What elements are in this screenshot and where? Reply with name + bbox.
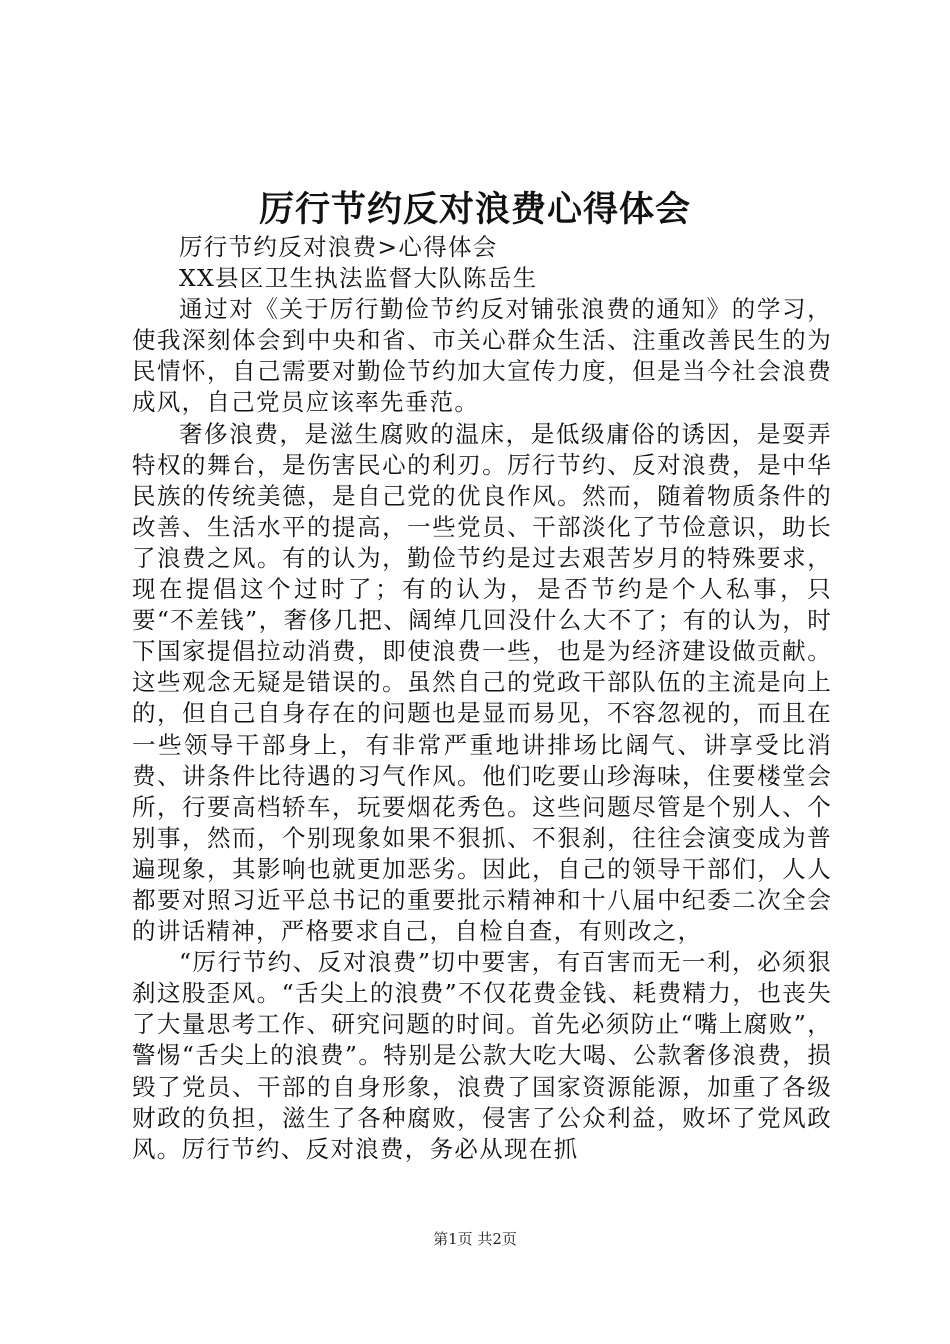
paragraph-subtitle: 厉行节约反对浪费>心得体会 xyxy=(179,233,498,261)
paragraph-author: XX县区卫生执法监督大队陈岳生 xyxy=(179,264,538,293)
paragraph: “厉行节约、反对浪费”切中要害，有百害而无一利，必须狠刹这股歪风。“舌尖上的浪费”不仅花费金钱、耗费精力，也丧失了大量思考工作、研究问题的时间。首先必须防止“嘴上腐败”，警惕“舌尖上的浪费”。特别是公款大吃大喝、公款奢侈浪费，损毁了党员、干部的自身形象，浪费了国家资源能源，加重了各级财政的负担，滋生了各种腐败，侵害了公众利益，败坏了党风政风。厉行节约、反对浪费，务必从现在抓 xyxy=(132,948,832,1163)
paragraph: 奢侈浪费，是滋生腐败的温床，是低级庸俗的诱因，是耍弄特权的舞台，是伤害民心的利刃。厉行节约、反对浪费，是中华民族的传统美德，是自己党的优良作风。然而，随着物质条件的改善、生活水平的提高，一些党员、干部淡化了节俭意识，助长了浪费之风。有的认为，勤俭节约是过去艰苦岁月的特殊要求，现在提倡这个过时了；有的认为，是否节约是个人私事，只要“不差钱”，奢侈几把、阔绰几回没什么大不了；有的认为，时下国家提倡拉动消费，即使浪费一些，也是为经济建设做贡献。这些观念无疑是错误的。虽然自己的党政干部队伍的主流是向上的，但自己自身存在的问题也是显而易见，不容忽视的，而且在一些领导干部身上，有非常严重地讲排场比阔气、讲享受比消费、讲条件比待遇的习气作风。他们吃要山珍海味，住要楼堂会所，行要高档轿车，玩要烟花秀色。这些问题尽管是个别人、个别事，然而，个别现象如果不狠抓、不狠刹，往往会演变成为普遍现象，其影响也就更加恶劣。因此，自己的领导干部们，人人都要对照习近平总书记的重要批示精神和十八届中纪委二次全会的讲话精神，严格要求自己，自检自查，有则改之， xyxy=(132,419,832,946)
page-footer: 第1页 共2页 xyxy=(433,1230,517,1248)
document-title: 厉行节约反对浪费心得体会 xyxy=(258,189,691,230)
document-body xyxy=(132,232,832,1165)
paragraph: 通过对《关于厉行勤俭节约反对铺张浪费的通知》的学习，使我深刻体会到中央和省、市关心群众生活、注重改善民生的为民情怀，自己需要对勤俭节约加大宣传力度，但是当今社会浪费成风，自己党员应该率先垂范。 xyxy=(132,295,832,417)
